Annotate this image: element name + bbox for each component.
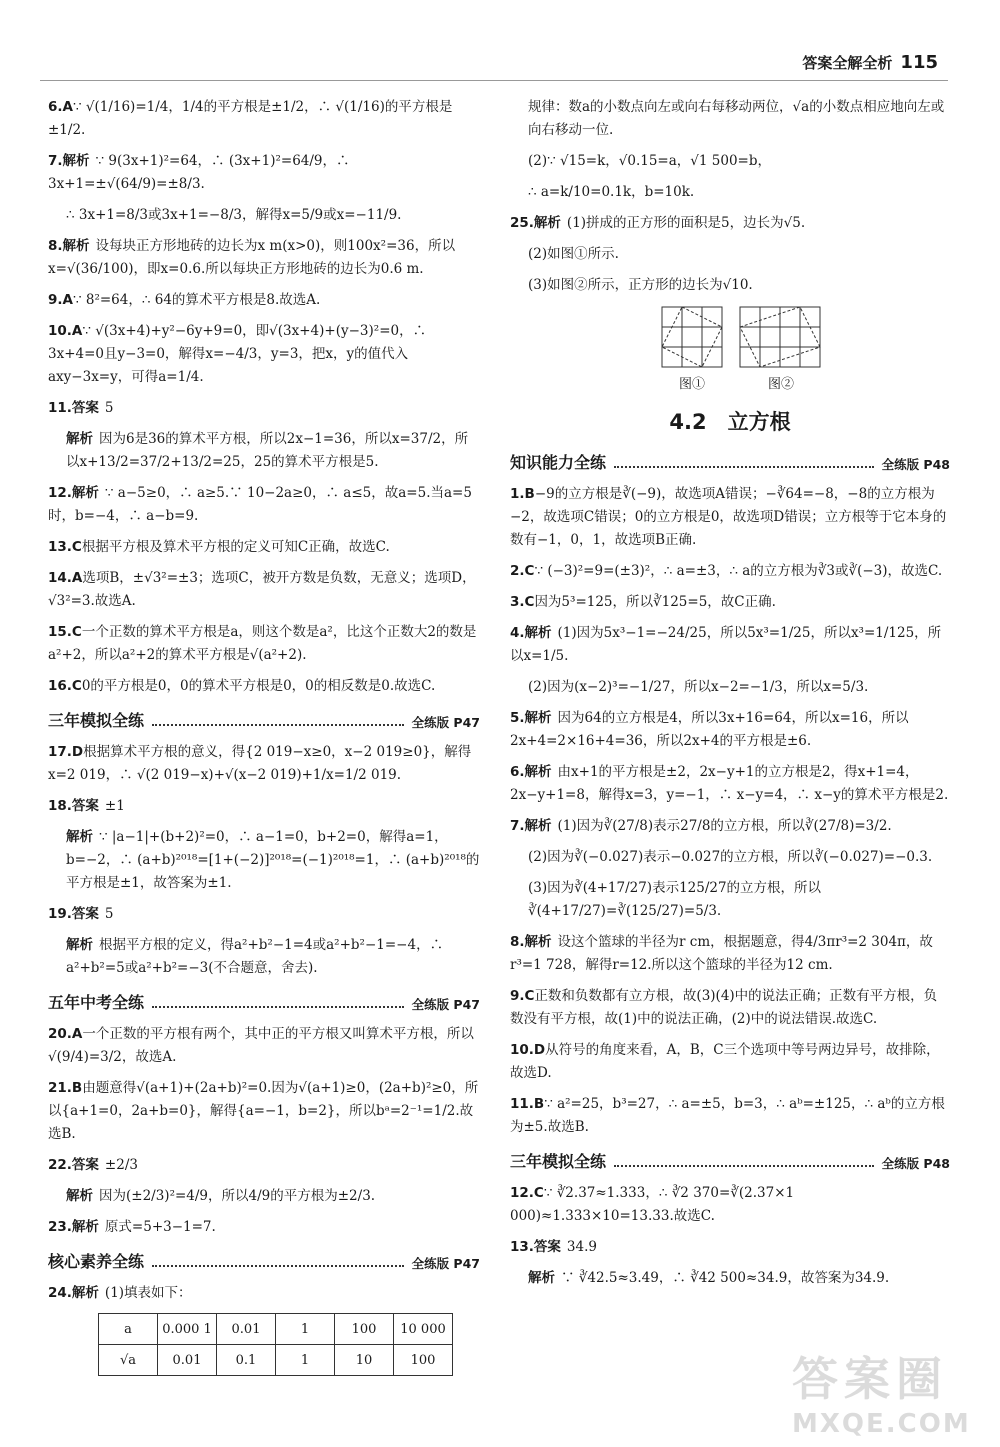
item-number: 6. bbox=[510, 764, 525, 780]
left-column bbox=[48, 96, 480, 1376]
item-number: 13.C bbox=[48, 539, 82, 555]
item-text: ∵ ∛42.5≈3.49，∴ ∛42 500≈34.9，故答案为34.9. bbox=[561, 1270, 890, 1286]
section-ref: 全练版 P47 bbox=[411, 1256, 480, 1271]
item-number: 10.A bbox=[48, 323, 83, 339]
section-title: 核心素养全练 bbox=[48, 1252, 145, 1271]
table-row bbox=[99, 1314, 453, 1345]
item-text: 设这个篮球的半径为r cm，根据题意，得4/3πr³=2 304π，故r³=1 728，解得r=12.所以这个篮球的半径为12 cm. bbox=[510, 934, 933, 973]
left-answers-1 bbox=[48, 96, 480, 698]
item-text: (1)因为∛(27/8)表示27/8的立方根，所以∛(27/8)=3/2. bbox=[557, 818, 892, 834]
item-text: (1)拼成的正方形的面积是5，边长为√5. bbox=[566, 215, 806, 231]
figure-2 bbox=[738, 305, 824, 392]
item-text: 因为64的立方根是4，所以3x+16=64，所以x=16，所以2x+4=2×16+4=36，所以2x+4的平方根是±6. bbox=[510, 710, 909, 749]
grid-figure-1 bbox=[660, 305, 724, 369]
figure-1 bbox=[660, 305, 724, 392]
answer-item bbox=[510, 243, 950, 266]
item-number: 18. bbox=[48, 798, 72, 814]
item-keyword: 解析 bbox=[66, 829, 93, 845]
table-cell: 1 bbox=[276, 1345, 335, 1376]
answer-item bbox=[510, 985, 950, 1031]
item-text: ∵ 8²=64，∴ 64的算术平方根是8.故选A. bbox=[72, 292, 321, 308]
right-answers-2 bbox=[510, 483, 950, 1139]
item-keyword: 解析 bbox=[62, 238, 90, 254]
item-number: 12. bbox=[48, 485, 72, 501]
answer-item bbox=[48, 428, 480, 474]
item-text: (2)∵ √15=k，√0.15=a，√1 500=b， bbox=[528, 153, 771, 169]
item-text: (1)填表如下： bbox=[104, 1285, 192, 1301]
answer-item bbox=[510, 931, 950, 977]
section-ref: 全练版 P47 bbox=[411, 997, 480, 1012]
answer-item bbox=[510, 877, 950, 923]
item-keyword: 解析 bbox=[71, 1285, 99, 1301]
item-number: 7. bbox=[510, 818, 525, 834]
item-keyword: 答案 bbox=[71, 906, 99, 922]
answer-item bbox=[48, 1077, 480, 1146]
answer-item bbox=[510, 1236, 950, 1259]
item-number: 24. bbox=[48, 1285, 72, 1301]
answer-item bbox=[48, 397, 480, 420]
item-text: ∴ a=k/10=0.1k，b=10k. bbox=[528, 184, 695, 200]
item-number: 25. bbox=[510, 215, 534, 231]
item-text: 因为(±2/3)²=4/9，所以4/9的平方根为±2/3. bbox=[99, 1188, 376, 1204]
item-text: ±2/3 bbox=[104, 1157, 138, 1173]
table-cell: 10 000 bbox=[394, 1314, 453, 1345]
item-number: 17.D bbox=[48, 744, 84, 760]
answer-item bbox=[510, 761, 950, 807]
item-text: 因为6是36的算术平方根，所以2x−1=36，所以x=37/2，所以x+13/2=37/2+13/2=25，25的算术平方根是5. bbox=[66, 431, 469, 470]
section-heading bbox=[48, 990, 480, 1013]
item-keyword: 答案 bbox=[71, 798, 99, 814]
answer-item bbox=[48, 1185, 480, 1208]
answer-item bbox=[48, 289, 480, 312]
item-text: 规律：数a的小数点向左或向右每移动两位，√a的小数点相应地向左或向右移动一位. bbox=[528, 99, 945, 138]
item-number: 7. bbox=[48, 153, 63, 169]
answer-item bbox=[510, 150, 950, 173]
item-text: (3)如图②所示，正方形的边长为√10. bbox=[528, 277, 753, 293]
answer-item bbox=[510, 591, 950, 614]
table-cell: √a bbox=[99, 1345, 158, 1376]
section-title: 三年模拟全练 bbox=[48, 711, 145, 730]
item-keyword: 解析 bbox=[71, 1219, 99, 1235]
item-keyword: 解析 bbox=[62, 153, 90, 169]
item-text: (2)因为(x−2)³=−1/27，所以x−2=−1/3，所以x=5/3. bbox=[528, 679, 869, 695]
answer-item bbox=[510, 212, 950, 235]
item-text: −9的立方根是∛(−9)，故选项A错误；−∛64=−8，−8的立方根为−2，故选项C错误；0的立方根是0，故选项D错误；立方根等于它本身的数有−1，0，1，故选项B正确. bbox=[510, 486, 947, 548]
answer-item bbox=[48, 150, 480, 196]
answer-item bbox=[48, 320, 480, 389]
answer-item bbox=[510, 483, 950, 552]
grid-figure-2 bbox=[738, 305, 824, 369]
answer-item bbox=[48, 621, 480, 667]
item-text: (2)因为∛(−0.027)表示−0.027的立方根，所以∛(−0.027)=−0.3. bbox=[528, 849, 933, 865]
answer-item bbox=[48, 96, 480, 142]
figure-label: 图② bbox=[767, 377, 794, 392]
item-text: 因为5³=125，所以∛125=5，故C正确. bbox=[534, 594, 776, 610]
item-text: 5 bbox=[104, 906, 114, 922]
dotted-leader bbox=[614, 1165, 874, 1167]
item-text: 选项B，±√3²=±3；选项C，被开方数是负数，无意义；选项D，√3²=3.故选A. bbox=[48, 570, 476, 609]
item-keyword: 解析 bbox=[66, 431, 93, 447]
dotted-leader bbox=[152, 724, 404, 726]
item-text: 5 bbox=[104, 400, 114, 416]
right-answers-3 bbox=[510, 1182, 950, 1290]
item-text: 由x+1的平方根是±2，2x−y+1的立方根是2，得x+1=4，2x−y+1=8，解得x=3，y=−1，∴ x−y=4，∴ x−y的算术平方根是2. bbox=[510, 764, 949, 803]
figure-label: 图① bbox=[678, 377, 705, 392]
dotted-leader bbox=[614, 466, 874, 468]
item-text: ∵ 9(3x+1)²=64，∴ (3x+1)²=64/9，∴ 3x+1=±√(64/9)=±8/3. bbox=[48, 153, 350, 192]
item-keyword: 解析 bbox=[524, 818, 552, 834]
item-keyword: 解析 bbox=[66, 1188, 93, 1204]
item-text: ±1 bbox=[104, 798, 125, 814]
watermark bbox=[792, 1343, 982, 1439]
table-row bbox=[99, 1345, 453, 1376]
answer-item bbox=[510, 1182, 950, 1228]
item-text: ∴ 3x+1=8/3或3x+1=−8/3，解得x=5/9或x=−11/9. bbox=[66, 207, 402, 223]
item-number: 3.C bbox=[510, 594, 535, 610]
item-text: 从符号的角度来看，A，B，C三个选项中等号两边异号，故排除，故选D. bbox=[510, 1042, 940, 1081]
answer-item bbox=[510, 1267, 950, 1290]
item-text: ∵ a²=25，b³=27，∴ a=±5，b=3，∴ aᵇ=±125，∴ aᵇ的立方根为±5.故选B. bbox=[510, 1096, 945, 1135]
section-ref: 全练版 P48 bbox=[881, 457, 950, 472]
answer-item bbox=[510, 676, 950, 699]
answer-item bbox=[48, 795, 480, 818]
item-number: 19. bbox=[48, 906, 72, 922]
figures bbox=[660, 305, 950, 392]
item-number: 8. bbox=[510, 934, 525, 950]
item-text: 根据平方根的定义，得a²+b²−1=4或a²+b²−1=−4，∴ a²+b²=5或a²+b²=−3(不合题意，舍去). bbox=[66, 937, 444, 976]
item-number: 2.C bbox=[510, 563, 535, 579]
page-number: 115 bbox=[900, 52, 938, 73]
watermark-url: MXQE.COM bbox=[792, 1409, 971, 1439]
item-number: 13. bbox=[510, 1239, 534, 1255]
section-heading bbox=[510, 1149, 950, 1172]
item-number: 12.C bbox=[510, 1185, 544, 1201]
answer-item bbox=[48, 567, 480, 613]
answer-item bbox=[510, 815, 950, 838]
section-ref: 全练版 P48 bbox=[881, 1156, 950, 1171]
item-keyword: 答案 bbox=[533, 1239, 561, 1255]
item-keyword: 解析 bbox=[66, 937, 93, 953]
item-number: 10.D bbox=[510, 1042, 546, 1058]
item-text: 0的平方根是0，0的算术平方根是0，0的相反数是0.故选C. bbox=[81, 678, 436, 694]
table-cell: a bbox=[99, 1314, 158, 1345]
answer-item bbox=[48, 934, 480, 980]
item-number: 1.B bbox=[510, 486, 535, 502]
table-cell: 0.1 bbox=[217, 1345, 276, 1376]
table-cell: 100 bbox=[394, 1345, 453, 1376]
answer-item bbox=[48, 903, 480, 926]
section-title: 知识能力全练 bbox=[510, 453, 607, 472]
item-text: 由题意得√(a+1)+(2a+b)²=0.因为√(a+1)≥0，(2a+b)²≥0，所以{a+1=0，2a+b=0}，解得{a=−1，b=2}，所以bᵃ=2⁻¹=1/2.故选B. bbox=[48, 1080, 479, 1142]
item-number: 9.A bbox=[48, 292, 73, 308]
item-number: 16.C bbox=[48, 678, 82, 694]
item-text: 一个正数的平方根有两个，其中正的平方根又叫算术平方根，所以√(9/4)=3/2，故选A. bbox=[48, 1026, 474, 1065]
header-title: 答案全解全析 bbox=[802, 54, 893, 72]
answer-item bbox=[510, 181, 950, 204]
sqrt-table bbox=[98, 1313, 453, 1376]
answer-item bbox=[48, 1023, 480, 1069]
left-answers-2 bbox=[48, 741, 480, 980]
answer-item bbox=[48, 1216, 480, 1239]
item-keyword: 解析 bbox=[524, 625, 552, 641]
table-cell: 0.01 bbox=[158, 1345, 217, 1376]
item-number: 11. bbox=[48, 400, 72, 416]
answer-item bbox=[510, 96, 950, 142]
answer-item bbox=[48, 235, 480, 281]
chapter-title: 4.2 立方根 bbox=[669, 410, 791, 434]
item-number: 9.C bbox=[510, 988, 535, 1004]
item-number: 5. bbox=[510, 710, 525, 726]
item-number: 21.B bbox=[48, 1080, 83, 1096]
item-keyword: 解析 bbox=[524, 710, 552, 726]
page-header bbox=[802, 52, 938, 73]
item-number: 8. bbox=[48, 238, 63, 254]
item-text: 一个正数的算术平方根是a，则这个数是a²，比这个正数大2的数是a²+2，所以a²+2的算术平方根是√(a²+2). bbox=[48, 624, 477, 663]
answer-item bbox=[510, 622, 950, 668]
item-keyword: 解析 bbox=[533, 215, 561, 231]
section-ref: 全练版 P47 bbox=[411, 715, 480, 730]
answer-item bbox=[48, 675, 480, 698]
item-number: 22. bbox=[48, 1157, 72, 1173]
item-text: 根据平方根及算术平方根的定义可知C正确，故选C. bbox=[81, 539, 390, 555]
answer-item bbox=[510, 707, 950, 753]
item-number: 11.B bbox=[510, 1096, 545, 1112]
item-keyword: 解析 bbox=[528, 1270, 555, 1286]
item-keyword: 解析 bbox=[71, 485, 99, 501]
item-text: 原式=5+3−1=7. bbox=[104, 1219, 216, 1235]
answer-item bbox=[48, 482, 480, 528]
item-text: ∵ a−5≥0，∴ a≥5.∵ 10−2a≥0，∴ a≤5，故a=5.当a=5时，b=−4，∴ a−b=9. bbox=[48, 485, 472, 524]
item-keyword: 答案 bbox=[71, 1157, 99, 1173]
section-heading bbox=[48, 1249, 480, 1272]
dotted-leader bbox=[152, 1265, 404, 1267]
item-text: ∵ √(3x+4)+y²−6y+9=0，即√(3x+4)+(y−3)²=0，∴ 3x+4=0且y−3=0，解得x=−4/3，y=3，把x，y的值代入axy−3x=y，可得a=1/4. bbox=[48, 323, 427, 385]
item-keyword: 解析 bbox=[524, 934, 552, 950]
item-text: ∵ ∛2.37≈1.333，∴ ∛2 370=∛(2.37×1 000)≈1.333×10=13.33.故选C. bbox=[510, 1185, 795, 1224]
answer-item bbox=[510, 846, 950, 869]
item-text: 设每块正方形地砖的边长为x m(x>0)，则100x²=36，所以x=√(36/100)，即x=0.6.所以每块正方形地砖的边长为0.6 m. bbox=[48, 238, 456, 277]
item-text: ∵ (−3)²=9=(±3)²，∴ a=±3，∴ a的立方根为∛3或∛(−3)，故选C. bbox=[534, 563, 943, 579]
header-divider bbox=[40, 80, 948, 81]
left-answers-3 bbox=[48, 1023, 480, 1239]
section-title: 五年中考全练 bbox=[48, 993, 145, 1012]
item-number: 15.C bbox=[48, 624, 82, 640]
item-text: (2)如图①所示. bbox=[528, 246, 619, 262]
answer-item bbox=[510, 274, 950, 297]
answer-item bbox=[510, 1039, 950, 1085]
item-text: 正数和负数都有立方根，故(3)(4)中的说法正确；正数有平方根，负数没有平方根，故(1)中的说法正确，(2)中的说法错误.故选C. bbox=[510, 988, 938, 1027]
dotted-leader bbox=[152, 1006, 404, 1008]
item-text: (1)因为5x³−1=−24/25，所以5x³=1/25，所以x³=1/125，所以x=1/5. bbox=[510, 625, 942, 664]
item-number: 14.A bbox=[48, 570, 83, 586]
item-number: 4. bbox=[510, 625, 525, 641]
item-keyword: 解析 bbox=[524, 764, 552, 780]
right-answers-1 bbox=[510, 96, 950, 297]
item-text: 34.9 bbox=[566, 1239, 597, 1255]
answer-item bbox=[48, 536, 480, 559]
item-number: 20.A bbox=[48, 1026, 83, 1042]
answer-item bbox=[48, 826, 480, 895]
table-cell: 0.01 bbox=[217, 1314, 276, 1345]
section-heading bbox=[48, 708, 480, 731]
item-number: 6.A bbox=[48, 99, 73, 115]
section-title: 三年模拟全练 bbox=[510, 1152, 607, 1171]
answer-item bbox=[48, 204, 480, 227]
item-number: 23. bbox=[48, 1219, 72, 1235]
answer-item bbox=[48, 1282, 480, 1305]
table-cell: 1 bbox=[276, 1314, 335, 1345]
table-cell: 0.000 1 bbox=[158, 1314, 217, 1345]
table-cell: 100 bbox=[335, 1314, 394, 1345]
right-column bbox=[510, 96, 950, 1298]
answer-item bbox=[510, 1093, 950, 1139]
section-heading bbox=[510, 450, 950, 473]
item-text: ∵ √(1/16)=1/4，1/4的平方根是±1/2，∴ √(1/16)的平方根是±1/2. bbox=[48, 99, 453, 138]
table-cell: 10 bbox=[335, 1345, 394, 1376]
item-text: 根据算术平方根的意义，得{2 019−x≥0，x−2 019≥0}，解得x=2 019，∴ √(2 019−x)+√(x−2 019)+1/x=1/2 019. bbox=[48, 744, 472, 783]
answer-item bbox=[510, 560, 950, 583]
answer-item bbox=[48, 741, 480, 787]
answer-item bbox=[48, 1154, 480, 1177]
item-text: ∵ |a−1|+(b+2)²=0，∴ a−1=0，b+2=0，解得a=1，b=−2，∴ (a+b)²⁰¹⁸=[1+(−2)]²⁰¹⁸=(−1)²⁰¹⁸=1，∴ (a+b)²⁰¹⁸的平方根是±1，故答案为±1. bbox=[66, 829, 480, 891]
item-text: (3)因为∛(4+17/27)表示125/27的立方根，所以∛(4+17/27)=∛(125/27)=5/3. bbox=[528, 880, 822, 919]
item-keyword: 答案 bbox=[71, 400, 99, 416]
watermark-logo: 答案圈 bbox=[792, 1352, 948, 1406]
